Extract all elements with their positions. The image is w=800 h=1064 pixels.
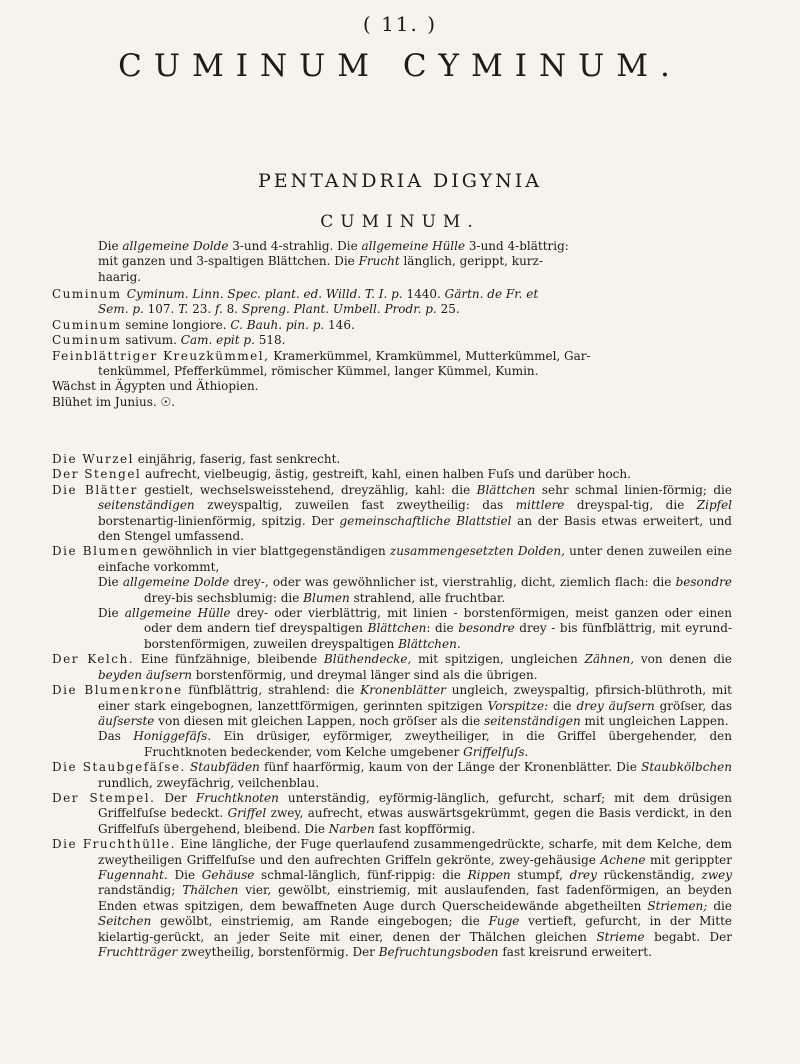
synonym-line: Cuminum Cyminum. Linn. Spec. plant. ed. Willd. T. I. p. 1440. Gärtn. de Fr. et [52,287,539,301]
habitat: Wächst in Ägypten und Äthiopien. [52,379,259,394]
diagnosis-line: mit ganzen und 3-spaltigen Blättchen. Die Frucht länglich, gerippt, kurz- [98,254,543,269]
entry-stengel: Der Stengel aufrecht, vielbeugig, ästig, gestreift, kahl, einen halben Fuſs und darüber hoch. [52,467,631,482]
page-number: ( 11. ) [362,12,438,36]
synonym-line: Cuminum sativum. Cam. epit p. 518. [52,333,286,348]
synonymy-block [52,287,732,410]
synonym-line: Sem. p. 107. T. 23. f. 8. Spreng. Plant. Umbell. Prodr. p. 25. [98,302,460,317]
vernacular-names: Feinblättriger Kreuzkümmel, Kramerkümmel, Kramkümmel, Mutterkümmel, Gar- [52,348,591,363]
entry-stempel: Der Stempel. Der Fruchtknoten unterständig, eyförmig-länglich, gefurcht, scharf; mit dem drüsigen Griffelfuſse bedeckt. Griffel zwey, aufrecht, etwas auswärtsgekrümmt, gegen die Basis verdickt, in den Griffelfuſs übergehend, bleibend. Die Narben fast kopfförmig. [52,790,733,836]
synonym-line: Cuminum semine longiore. C. Bauh. pin. p. 146. [52,317,355,332]
page-title: CUMINUM CYMINUM. [118,48,682,84]
entry-blumen: Die Blumen gewöhnlich in vier blattgegenständigen zusammengesetzten Dolden, unter denen zuweilen eine einfache vorkommt, [52,544,732,574]
entry-fruchthuelle: Die Fruchthülle. Eine längliche, der Fuge querlaufend zusammengedrückte, scharfe, mit dem Kelche, dem zweytheiligen Griffelfuſse und den aufrechten Griffeln gekrönte, zwey-gehäusige Achene mit gerippter Fugennaht. Die Gehäuse schmal-länglich, fünf-rippig: die Rippen stumpf, drey rückenständig, zwey randständig; Thälchen vier, gewölbt, einstriemig, mit auslaufenden, fast fadenförmigen, an beyden Enden etwas spitzigen, dem bewaffneten Auge durch Querscheidewände abgetheilten Striemen; die Seitchen gewölbt, einstriemig, am Rande eingebogen; die Fuge vertieft, gefurcht, in der Mitte kielartig-gerückt, an jeder Seite mit einer, denen der Thälchen gleichen Strieme begabt. Der Fruchtträger zweytheilig, borstenförmig. Der Befruchtungsboden fast kreisrund erweitert. [52,837,733,959]
entry-kelch: Der Kelch. Eine fünfzähnige, bleibende Blüthendecke, mit spitzigen, ungleichen Zähnen, von denen die beyden äuſsern borstenförmig, und dreymal länger sind als die übrigen. [52,652,732,682]
vernacular-names-cont: tenkümmel, Pfefferkümmel, römischer Kümmel, langer Kümmel, Kumin. [98,364,539,379]
diagnosis-line: Die allgemeine Dolde 3-und 4-strahlig. Die allgemeine Hülle 3-und 4-blättrig: [98,239,569,253]
entry-honiggefaess: Das Honiggefäſs. Ein drüsiger, eyförmiger, zweytheiliger, in die Griffel übergehender, den Fruchtknoten bedeckender, vom Kelche umgebener Griffelfuſs. [98,729,733,759]
entry-blumenkrone: Die Blumenkrone fünfblättrig, strahlend: die Kronenblätter ungleich, zweyspaltig, pfirsich-blüthroth, mit einer stark eingebognen, lanzettförmigen, gerinnten spitzigen Vorspitze: die drey äuſsern gröſser, das äuſserste von diesen mit gleichen Lappen, noch gröſser als die seitenständigen mit ungleichen Lappen. [52,683,733,728]
class-heading: PENTANDRIA DIGYNIA [257,170,543,192]
genus-diagnosis [52,239,732,285]
diagnosis-line: haarig. [98,269,142,284]
entry-dolde: Die allgemeine Dolde drey-, oder was gewöhnlicher ist, vierstrahlig, dicht, ziemlich flach: die besondre drey-bis sechsblumig: die Blumen strahlend, alle fruchtbar. [98,575,733,605]
genus-heading: CUMINUM. [320,212,480,232]
entry-wurzel: Die Wurzel einjährig, faserig, fast senkrecht. [52,452,341,466]
entry-staubgefaesse: Die Staubgefäſse. Staubfäden fünf haarförmig, kaum von der Länge der Kronenblätter. Die Staubkölbchen rundlich, zweyfächrig, veilchenblau. [52,760,732,790]
flowering-time: Blühet im Junius. ☉. [52,394,176,409]
entry-huelle: Die allgemeine Hülle drey- oder vierblättrig, mit linien - borstenförmigen, meist ganzen oder einen oder dem andern tief dreyspaltigen Blättchen: die besondre drey - bis fünfblättrig, mit eyrund-borstenförmigen, zuweilen dreyspaltigen Blättchen. [98,606,733,651]
description-block [52,452,732,960]
entry-blaetter: Die Blätter gestielt, wechselsweisstehend, dreyzählig, kahl: die Blättchen sehr schmal linien-förmig; die seitenständigen zweyspaltig, zuweilen fast zweytheilig: das mittlere dreyspal-tig, die Zipfel borstenartig-linienförmig, spitzig. Der gemeinschaftliche Blattstiel an der Basis etwas erweitert, und den Stengel umfassend. [52,482,733,544]
